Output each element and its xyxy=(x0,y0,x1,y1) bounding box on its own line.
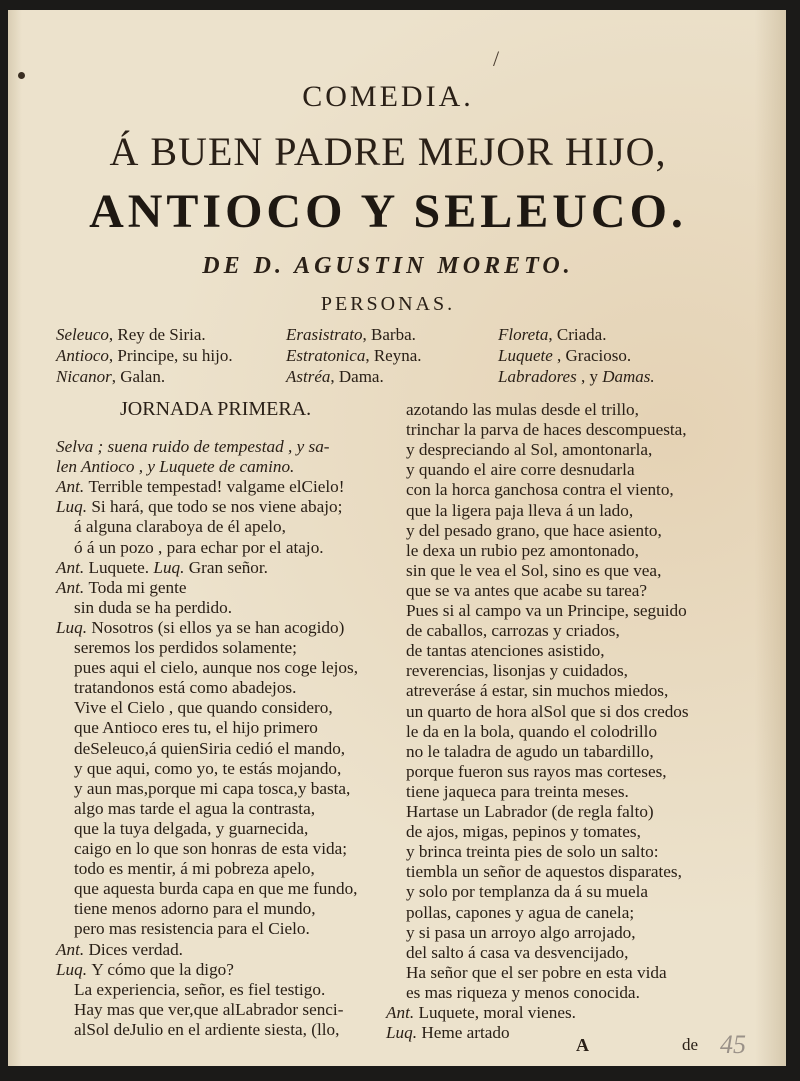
cast-name: Seleuco xyxy=(56,325,109,344)
handwritten-mark: / xyxy=(493,46,500,71)
cast-entry xyxy=(498,367,655,387)
verse-line: Luq. Heme artado xyxy=(386,1023,510,1043)
play-title-line1: Á BUEN PADRE MEJOR HIJO, xyxy=(109,129,667,174)
verse-line: y si pasa un arroyo algo arrojado, xyxy=(406,922,636,942)
verse-line: seremos los perdidos solamente; xyxy=(74,638,297,657)
verse-line: atreveráse á estar, sin muchos miedos, xyxy=(406,681,669,701)
verse-line: algo mas tarde el agua la contrasta, xyxy=(74,798,315,818)
verse-line: del salto á casa va desvencijado, xyxy=(406,942,629,962)
verse-line: ó á un pozo , para echar por el atajo. xyxy=(74,537,324,557)
verse-line: Ant. Luquete, moral vienes. xyxy=(386,1003,576,1022)
verse-line: de caballos, carrozas y criados, xyxy=(406,621,620,641)
cast-role: , Barba. xyxy=(362,325,416,344)
cast-name: Erasistrato xyxy=(286,325,363,344)
speaker-label: Luq. xyxy=(56,959,92,979)
verse-line: Ant. Dices verdad. xyxy=(56,939,183,959)
speaker-label: Luq. xyxy=(386,1023,422,1043)
cast-extra: Damas. xyxy=(602,367,655,386)
verse-line: que Antioco eres tu, el hijo primero xyxy=(74,718,318,738)
cast-entry xyxy=(498,346,631,366)
cast-entry xyxy=(286,346,422,366)
verse-line: deSeleuco,á quienSiria cedió el mando, xyxy=(74,738,346,758)
verse-line: sin duda se ha perdido. xyxy=(74,597,232,617)
verse-line: Pues si al campo va un Principe, seguido xyxy=(406,601,687,620)
verse-line: porque fueron sus rayos mas corteses, xyxy=(406,761,667,781)
cast-name: Estratonica xyxy=(286,346,366,365)
verse-line: que la ligera paja lleva á un lado, xyxy=(406,500,634,520)
verse-line: no le taladra de agudo un tabardillo, xyxy=(406,741,654,761)
personas-heading: PERSONAS. xyxy=(320,293,456,315)
cast-entry xyxy=(56,346,233,366)
catchword: de xyxy=(682,1035,699,1054)
verse-line: tiembla un señor de aquestos disparates, xyxy=(406,862,682,882)
verse-line: Ant. Terrible tempestad! valgame elCielo! xyxy=(56,477,345,497)
verse-line: de ajos, migas, pepinos y tomates, xyxy=(406,822,641,842)
verse-line: que aquesta burda capa en que me fundo, xyxy=(74,879,358,899)
verse-line: Hay mas que ver,que alLabrador senci- xyxy=(74,999,344,1019)
verse-line: pero mas resistencia para el Cielo. xyxy=(74,919,310,939)
verse-line: Luq. Nosotros (si ellos ya se han acogido) xyxy=(56,617,345,637)
verse-line: y que aqui, como yo, te estás mojando, xyxy=(74,758,342,778)
cast-role: , Gracioso. xyxy=(552,346,632,365)
verse-line: y solo por templanza da á su muela xyxy=(406,882,648,902)
author-line: DE D. AGUSTIN MORETO. xyxy=(202,253,574,279)
verse-line: sin que le vea el Sol, sino es que vea, xyxy=(406,560,662,580)
verse-line: Luq. Y cómo que la digo? xyxy=(56,959,234,979)
speaker-label: Ant. xyxy=(56,557,89,577)
verse-line: un quarto de hora alSol que si dos credos xyxy=(406,701,689,721)
verse-line: Ant. Toda mi gente xyxy=(56,577,187,597)
cast-name: Nicanor xyxy=(56,367,112,386)
verse-line: que se va antes que acabe su tarea? xyxy=(406,580,647,600)
cast-role: , Dama. xyxy=(330,367,384,386)
verse-line: azotando las mulas desde el trillo, xyxy=(406,400,639,419)
cast-role: , Criada. xyxy=(548,325,607,344)
cast-entry xyxy=(286,367,384,387)
signature-mark: A xyxy=(576,1035,589,1055)
verse-line: len Antioco , y Luquete de camino. xyxy=(56,457,295,477)
cast-role: , Galan. xyxy=(111,367,166,386)
verse-line: Vive el Cielo , que quando considero, xyxy=(74,698,333,718)
verse-line: tiene jaqueca para treinta meses. xyxy=(406,781,629,801)
cast-role: , Reyna. xyxy=(365,346,422,365)
verse-line: Hartase un Labrador (de regla falto) xyxy=(406,802,654,821)
verse-line: Ant. Luquete. Luq. Gran señor. xyxy=(56,557,268,577)
cast-name: Floreta xyxy=(498,325,549,344)
cast-role: , Rey de Siria. xyxy=(108,325,206,344)
verse-line: con la horca ganchosa contra el viento, xyxy=(406,480,674,500)
genre-heading: COMEDIA. xyxy=(302,80,474,113)
verse-line: le da en la bola, quando el colodrillo xyxy=(406,721,658,741)
play-title-line2: ANTIOCO Y SELEUCO. xyxy=(89,185,687,238)
speaker-label: Ant. xyxy=(56,939,89,959)
verse-line: es mas riqueza y menos conocida. xyxy=(406,982,640,1002)
verse-line: y del pesado grano, que hace asiento, xyxy=(406,520,662,540)
verse-line: trinchar la parva de haces descompuesta, xyxy=(406,420,687,440)
cast-name: Luquete xyxy=(498,346,553,365)
verse-line: y quando el aire corre desnudarla xyxy=(406,460,635,480)
handwritten-page-number: 45 xyxy=(720,1030,746,1059)
cast-name: Labradores xyxy=(498,367,577,386)
verse-line: La experiencia, señor, es fiel testigo. xyxy=(74,979,326,999)
cast-name: Antioco xyxy=(56,346,109,365)
verse-line: Ha señor que el ser pobre en esta vida xyxy=(406,962,667,982)
speaker-label: Luq. xyxy=(56,497,92,517)
verse-line: pues aqui el cielo, aunque nos coge lejos, xyxy=(74,658,358,678)
verse-line: y aun mas,porque mi capa tosca,y basta, xyxy=(74,778,351,798)
speaker-label: Luq. xyxy=(56,617,92,637)
verse-line: pollas, capones y agua de canela; xyxy=(406,902,635,922)
speaker-label: Luq. xyxy=(153,557,185,577)
ink-dot xyxy=(18,72,25,79)
verse-line: tiene menos adorno para el mundo, xyxy=(74,899,316,919)
speaker-label: Ant. xyxy=(56,577,89,597)
cast-entry xyxy=(498,325,606,345)
verse-line: tratandonos está como abadejos. xyxy=(74,678,297,698)
verse-line: que la tuya delgada, y guarnecida, xyxy=(74,818,309,838)
verse-line: de tantas atenciones asistido, xyxy=(406,641,605,661)
cast-entry xyxy=(56,367,165,387)
cast-role: , y xyxy=(576,367,603,386)
verse-line: y despreciando al Sol, amontonarla, xyxy=(406,440,653,460)
verse-line: todo es mentir, á mi pobreza apelo, xyxy=(74,859,315,879)
cast-role: , Principe, su hijo. xyxy=(108,346,233,365)
cast-entry xyxy=(286,325,416,345)
speaker-label: Ant. xyxy=(386,1003,419,1022)
act-heading: JORNADA PRIMERA. xyxy=(120,398,312,420)
cast-name: Astréa xyxy=(286,367,331,386)
verse-line: y brinca treinta pies de solo un salto: xyxy=(406,842,659,862)
verse-line: Luq. Si hará, que todo se nos viene abajo; xyxy=(56,497,343,517)
verse-line: reverencias, lisonjas y cuidados, xyxy=(406,661,628,681)
speaker-label: Ant. xyxy=(56,477,89,497)
verse-line: á alguna claraboya de él apelo, xyxy=(74,517,286,537)
verse-line: Selva ; suena ruido de tempestad , y sa- xyxy=(56,437,330,456)
verse-line: caigo en lo que son honras de esta vida; xyxy=(74,839,348,858)
cast-entry xyxy=(56,325,206,345)
verse-line: le dexa un rubio pez amontonado, xyxy=(406,540,639,560)
book-page xyxy=(8,10,786,1066)
verse-line: alSol deJulio en el ardiente siesta, (llo, xyxy=(74,1019,340,1039)
